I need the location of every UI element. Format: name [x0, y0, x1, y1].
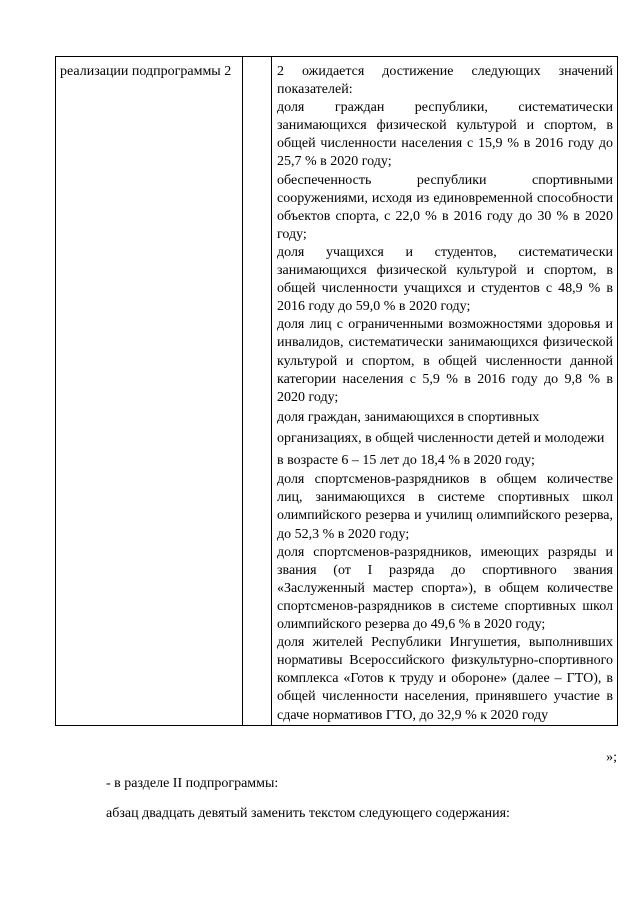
- closing-quote: »;: [606, 750, 617, 765]
- indicator-paragraph: доля учащихся и студентов, систематически занимающихся физической культурой и спортом, в общей численности учащихся и студентов с 48,9 % в 2016 году до 59,0 % в 2020 году;: [277, 244, 613, 315]
- indicator-paragraph: доля спортсменов-разрядников в общем количестве лиц, занимающихся в системе спортивных школ олимпийского резерва и училищ олимпийского резерва, до 52,3 % в 2020 году;: [277, 472, 613, 542]
- indicator-paragraph: доля граждан республики, систематически занимающихся физической культурой и спортом, в общей численности населения с 15,9 % в 2016 году до 25,7 % в 2020 году;: [277, 100, 613, 170]
- section-line: - в разделе II подпрограммы:: [106, 776, 279, 791]
- indicator-paragraph: обеспеченность республики спортивными сооружениями, исходя из единовременной способности объектов спорта, с 22,0 % в 2016 году до 30 % в 2020 году;: [277, 172, 613, 242]
- right-cell: [272, 57, 618, 726]
- indicator-paragraph: доля спортсменов-разрядников, имеющих разряды и звания (от I разряда до спортивного звания «Заслуженный мастер спорта»), в общем количестве спортсменов-разрядников в системе спортивных школ олимпийского резерва до 49,6 % в 2020 году;: [277, 544, 613, 633]
- left-cell-text: реализации подпрограммы 2: [60, 64, 232, 79]
- indicator-paragraph: 2 ожидается достижение следующих значений показателей:: [277, 64, 613, 98]
- left-cell: [56, 57, 243, 726]
- middle-cell: [243, 57, 272, 726]
- indicator-paragraph: доля жителей Республики Ингушетия, выполнивших нормативы Всероссийского физкультурно-спортивного комплекса «Готов к труду и обороне» (далее – ГТО), в общей численности населения, принявшего участие в сдаче нормативов ГТО, до 32,9 % к 2020 году: [277, 635, 613, 723]
- indicator-list: [272, 57, 617, 725]
- indicator-paragraph: доля граждан, занимающихся в спортивных организациях, в общей численности детей и молодежи в возрасте 6 – 15 лет до 18,4 % в 2020 году;: [277, 409, 605, 468]
- table-row: [56, 57, 618, 726]
- passport-table: [55, 56, 618, 726]
- instruction-line: абзац двадцать девятый заменить текстом следующего содержания:: [106, 806, 510, 821]
- indicator-paragraph: доля лиц с ограниченными возможностями здоровья и инвалидов, систематически занимающихся физической культурой и спортом, в общей численности данной категории населения с 5,9 % в 2016 году до 9,8 % в 2020 году;: [277, 317, 613, 405]
